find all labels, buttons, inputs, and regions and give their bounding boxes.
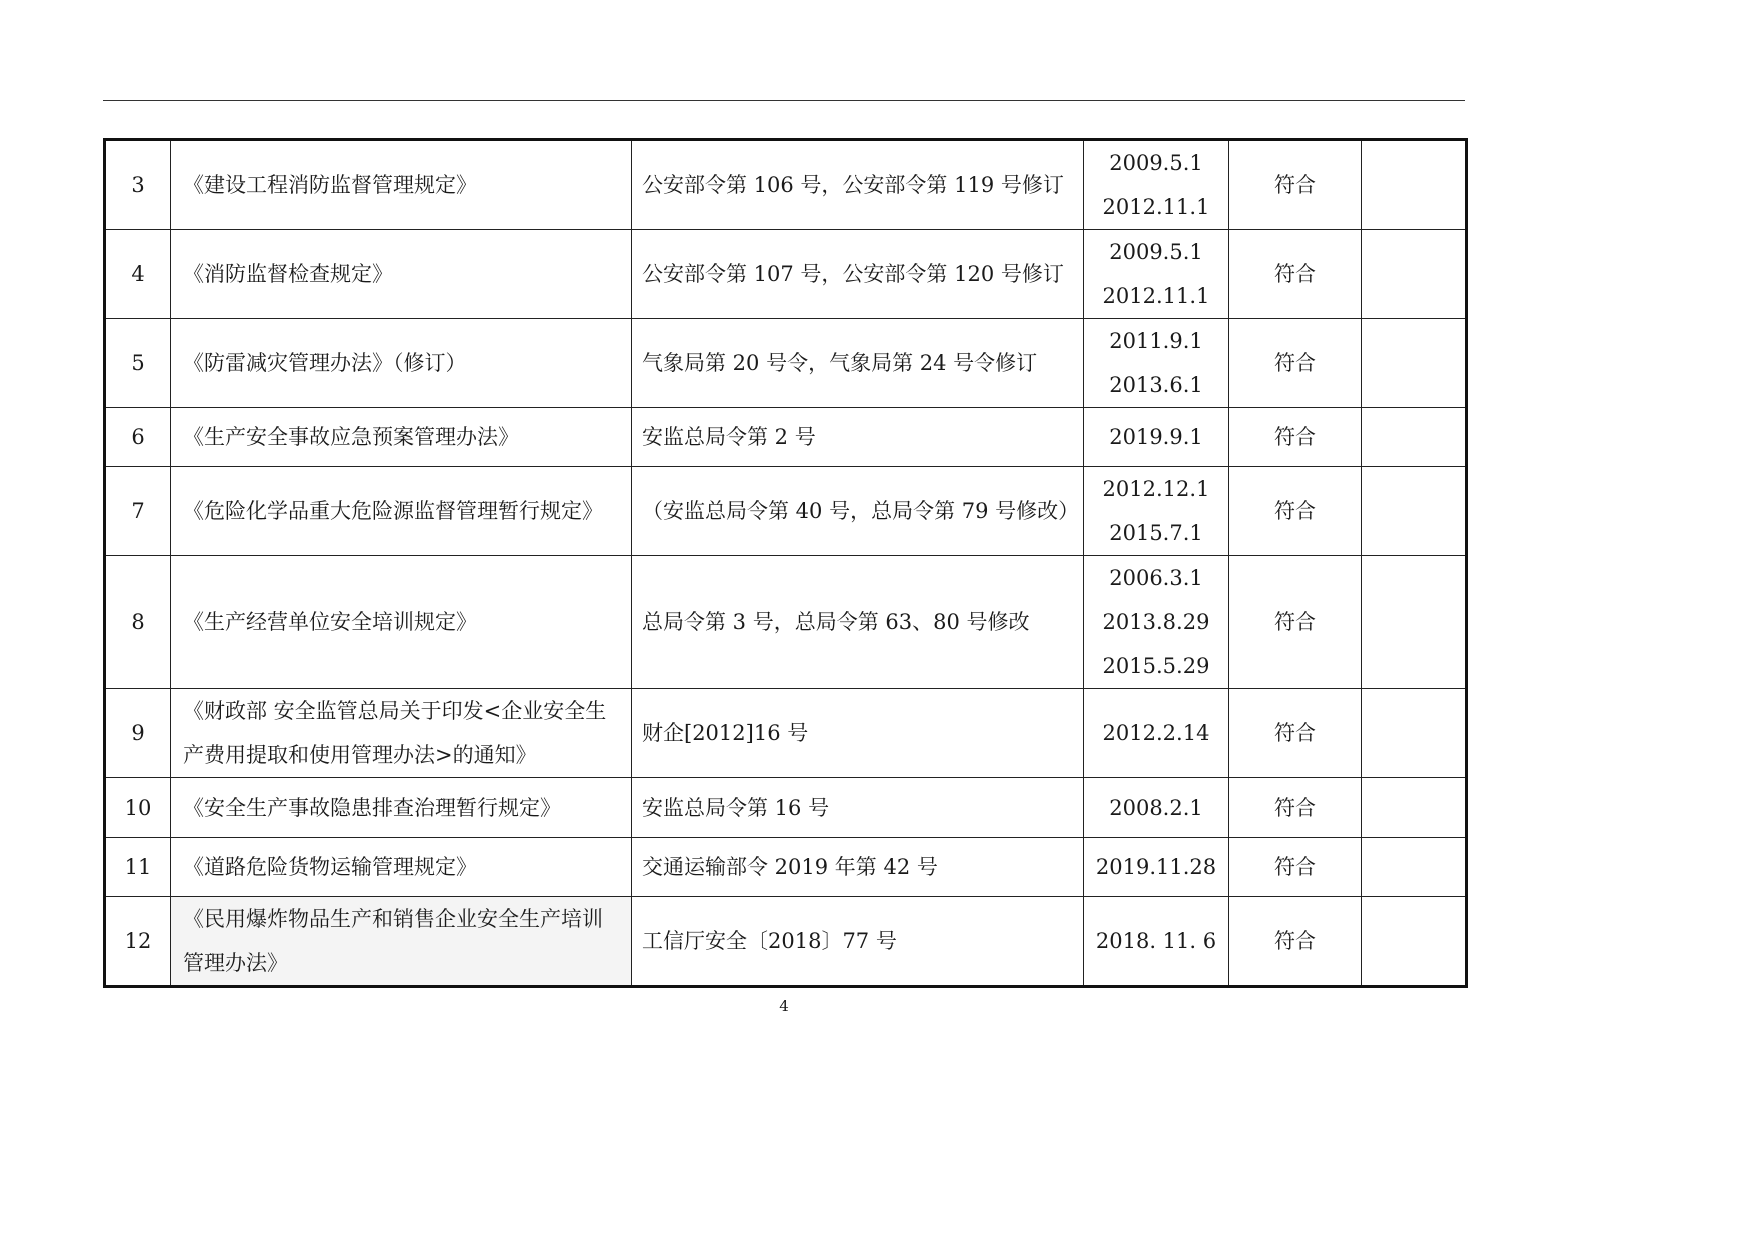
effective-date: 2012.2.14	[1102, 721, 1210, 745]
regulation-name: 《民用爆炸物品生产和销售企业安全生产培训管理办法》	[183, 907, 603, 975]
table-row	[105, 230, 1467, 319]
effective-date: 2012.11.1	[1102, 284, 1210, 308]
remark-cell	[1362, 408, 1467, 467]
compliance-result: 符合	[1229, 556, 1362, 689]
table-row	[105, 408, 1467, 467]
compliance-result: 符合	[1229, 897, 1362, 987]
compliance-result: 符合	[1229, 467, 1362, 556]
regulation-name: 《生产经营单位安全培训规定》	[183, 610, 477, 634]
table-row	[105, 140, 1467, 230]
regulation-name: 《安全生产事故隐患排查治理暂行规定》	[183, 795, 561, 820]
header-rule	[103, 100, 1465, 101]
page-number: 4	[779, 997, 789, 1015]
remark-cell	[1362, 556, 1467, 689]
effective-date: 2013.8.29	[1102, 610, 1210, 634]
document-number: 总局令第 3 号，总局令第 63、80 号修改	[642, 610, 1030, 634]
compliance-result: 符合	[1229, 838, 1362, 897]
effective-date: 2019.11.28	[1095, 855, 1217, 879]
remark-cell	[1362, 778, 1467, 838]
regulation-name: 《道路危险货物运输管理规定》	[183, 855, 477, 879]
effective-date: 2011.9.1	[1109, 329, 1203, 353]
document-number: 交通运输部令 2019 年第 42 号	[642, 855, 938, 879]
compliance-result: 符合	[1229, 319, 1362, 408]
remark-cell	[1362, 319, 1467, 408]
compliance-result: 符合	[1229, 140, 1362, 230]
table-row	[105, 319, 1467, 408]
document-number: 工信厅安全〔2018〕77 号	[642, 929, 897, 953]
effective-date: 2015.5.29	[1102, 654, 1210, 678]
document-number: 气象局第 20 号令，气象局第 24 号令修订	[642, 351, 1038, 375]
document-number: 公安部令第 107 号，公安部令第 120 号修订	[642, 262, 1064, 286]
row-number: 6	[105, 408, 171, 467]
document-number: 财企[2012]16 号	[642, 721, 809, 745]
table-row	[105, 897, 1467, 987]
table-row	[105, 689, 1467, 778]
regulation-name: 《财政部 安全监管总局关于印发<企业安全生产费用提取和使用管理办法>的通知》	[183, 699, 607, 767]
document-number: （安监总局令第 40 号，总局令第 79 号修改）	[642, 499, 1080, 523]
row-number: 7	[105, 467, 171, 556]
effective-date: 2013.6.1	[1109, 373, 1203, 397]
row-number: 4	[105, 230, 171, 319]
regulation-name: 《生产安全事故应急预案管理办法》	[183, 425, 519, 449]
table-row	[105, 556, 1467, 689]
row-number: 8	[105, 556, 171, 689]
remark-cell	[1362, 230, 1467, 319]
row-number: 10	[105, 778, 171, 838]
remark-cell	[1362, 838, 1467, 897]
compliance-result: 符合	[1229, 408, 1362, 467]
remark-cell	[1362, 467, 1467, 556]
row-number: 11	[105, 838, 171, 897]
remark-cell	[1362, 689, 1467, 778]
effective-date: 2012.12.1	[1102, 477, 1210, 501]
remark-cell	[1362, 897, 1467, 987]
compliance-result: 符合	[1229, 230, 1362, 319]
regulations-table	[103, 138, 1468, 988]
effective-date: 2009.5.1	[1109, 240, 1203, 264]
row-number: 3	[105, 140, 171, 230]
document-number: 公安部令第 106 号，公安部令第 119 号修订	[642, 173, 1064, 197]
regulation-name: 《防雷减灾管理办法》（修订）	[183, 351, 467, 375]
row-number: 5	[105, 319, 171, 408]
table-row	[105, 778, 1467, 838]
row-number: 9	[105, 689, 171, 778]
effective-date: 2012.11.1	[1102, 195, 1210, 219]
document-number: 安监总局令第 16 号	[642, 795, 830, 820]
effective-date: 2008.2.1	[1109, 795, 1203, 820]
row-number: 12	[105, 897, 171, 987]
effective-date: 2019.9.1	[1109, 425, 1203, 449]
compliance-result: 符合	[1229, 778, 1362, 838]
compliance-result: 符合	[1229, 689, 1362, 778]
effective-date: 2018. 11. 6	[1095, 929, 1217, 953]
regulation-name: 《建设工程消防监督管理规定》	[183, 173, 477, 197]
remark-cell	[1362, 140, 1467, 230]
table-row	[105, 467, 1467, 556]
regulation-name: 《消防监督检查规定》	[183, 262, 393, 286]
effective-date: 2015.7.1	[1109, 521, 1203, 545]
regulation-name: 《危险化学品重大危险源监督管理暂行规定》	[183, 499, 603, 523]
effective-date: 2009.5.1	[1109, 151, 1203, 175]
document-number: 安监总局令第 2 号	[642, 425, 816, 449]
effective-date: 2006.3.1	[1109, 566, 1203, 590]
table-row	[105, 838, 1467, 897]
